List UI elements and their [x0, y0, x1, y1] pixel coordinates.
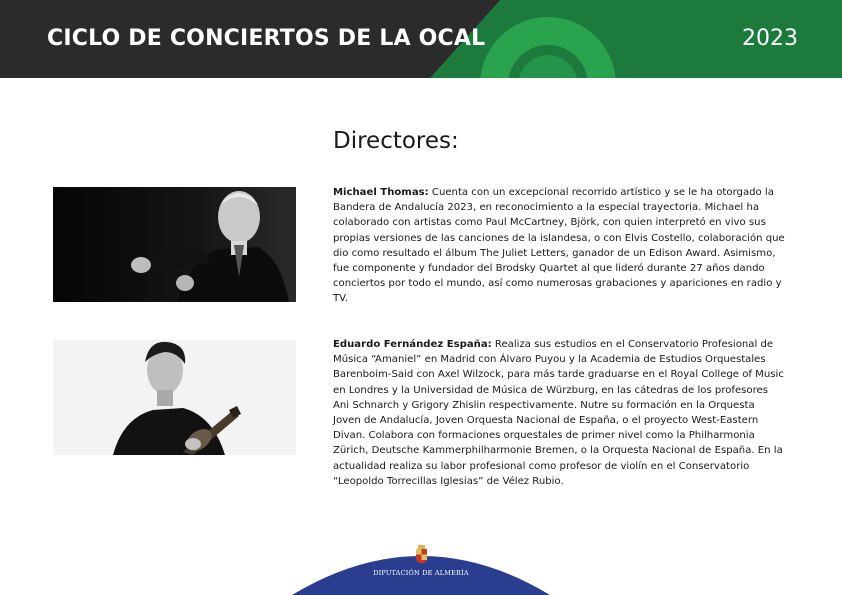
- director-name: Eduardo Fernández España:: [333, 339, 492, 350]
- director-name: Michael Thomas:: [333, 187, 429, 198]
- footer-organization-label: DIPUTACIÓN DE ALMERÍA: [373, 569, 469, 577]
- director-photo-michael-thomas: [53, 187, 296, 302]
- header-banner: [0, 0, 842, 78]
- director-bio-text: Cuenta con un excepcional recorrido artístico y se le ha otorgado la Bandera de Andalucía 2023, en reconocimiento a la especial trayectoria. Michael ha colaborado con artistas como Paul McCartney, Björk, con quien interpretó en vivo sus propias versiones de las canciones de la islandesa, o con Elvis Costello, colaboración que dio como resultado el álbum The Juliet Letters, ganador de un Edison Award. Asimismo, fue componente y fundador del Brodsky Quartet al que lideró durante 27 años dando conciertos por todo el mundo, así como numerosas grabaciones y apariciones en radio y TV.: [333, 187, 785, 305]
- coat-of-arms-logo: [415, 545, 428, 567]
- director-bio-text: Realiza sus estudios en el Conservatorio Profesional de Música “Amaniel” en Madrid con Álvaro Puyou y la Academia de Estudios Orquestales Barenboim-Said con Axel Wilzock, para más tarde graduarse en el Royal College of Music en Londres y la Universidad de Música de Würzburg, en las cátedras de los profesores Ani Schnarch y Grigory Zhislin respectivamente. Nutre su formación en la Orquesta Joven de Andalucía, Joven Orquesta Nacional de España, o el proyecto West-Eastern Divan. Colabora con formaciones orquestales de primer nivel como la Philharmonia Zürich, Deutsche Kammerphilharmonie Bremen, o la Orquesta Nacional de España. En la actualidad realiza su labor profesional como profesor de violín en el Conservatorio “Leopoldo Torrecillas Iglesias” de Vélez Rubio.: [333, 339, 784, 487]
- page-title: CICLO DE CONCIERTOS DE LA OCAL: [47, 26, 486, 51]
- director-bio-eduardo-fernandez: [333, 337, 785, 489]
- director-photo-eduardo-fernandez: [53, 340, 296, 455]
- director-bio-michael-thomas: [333, 185, 785, 307]
- section-title: Directores:: [333, 128, 459, 154]
- year-label: 2023: [742, 26, 798, 51]
